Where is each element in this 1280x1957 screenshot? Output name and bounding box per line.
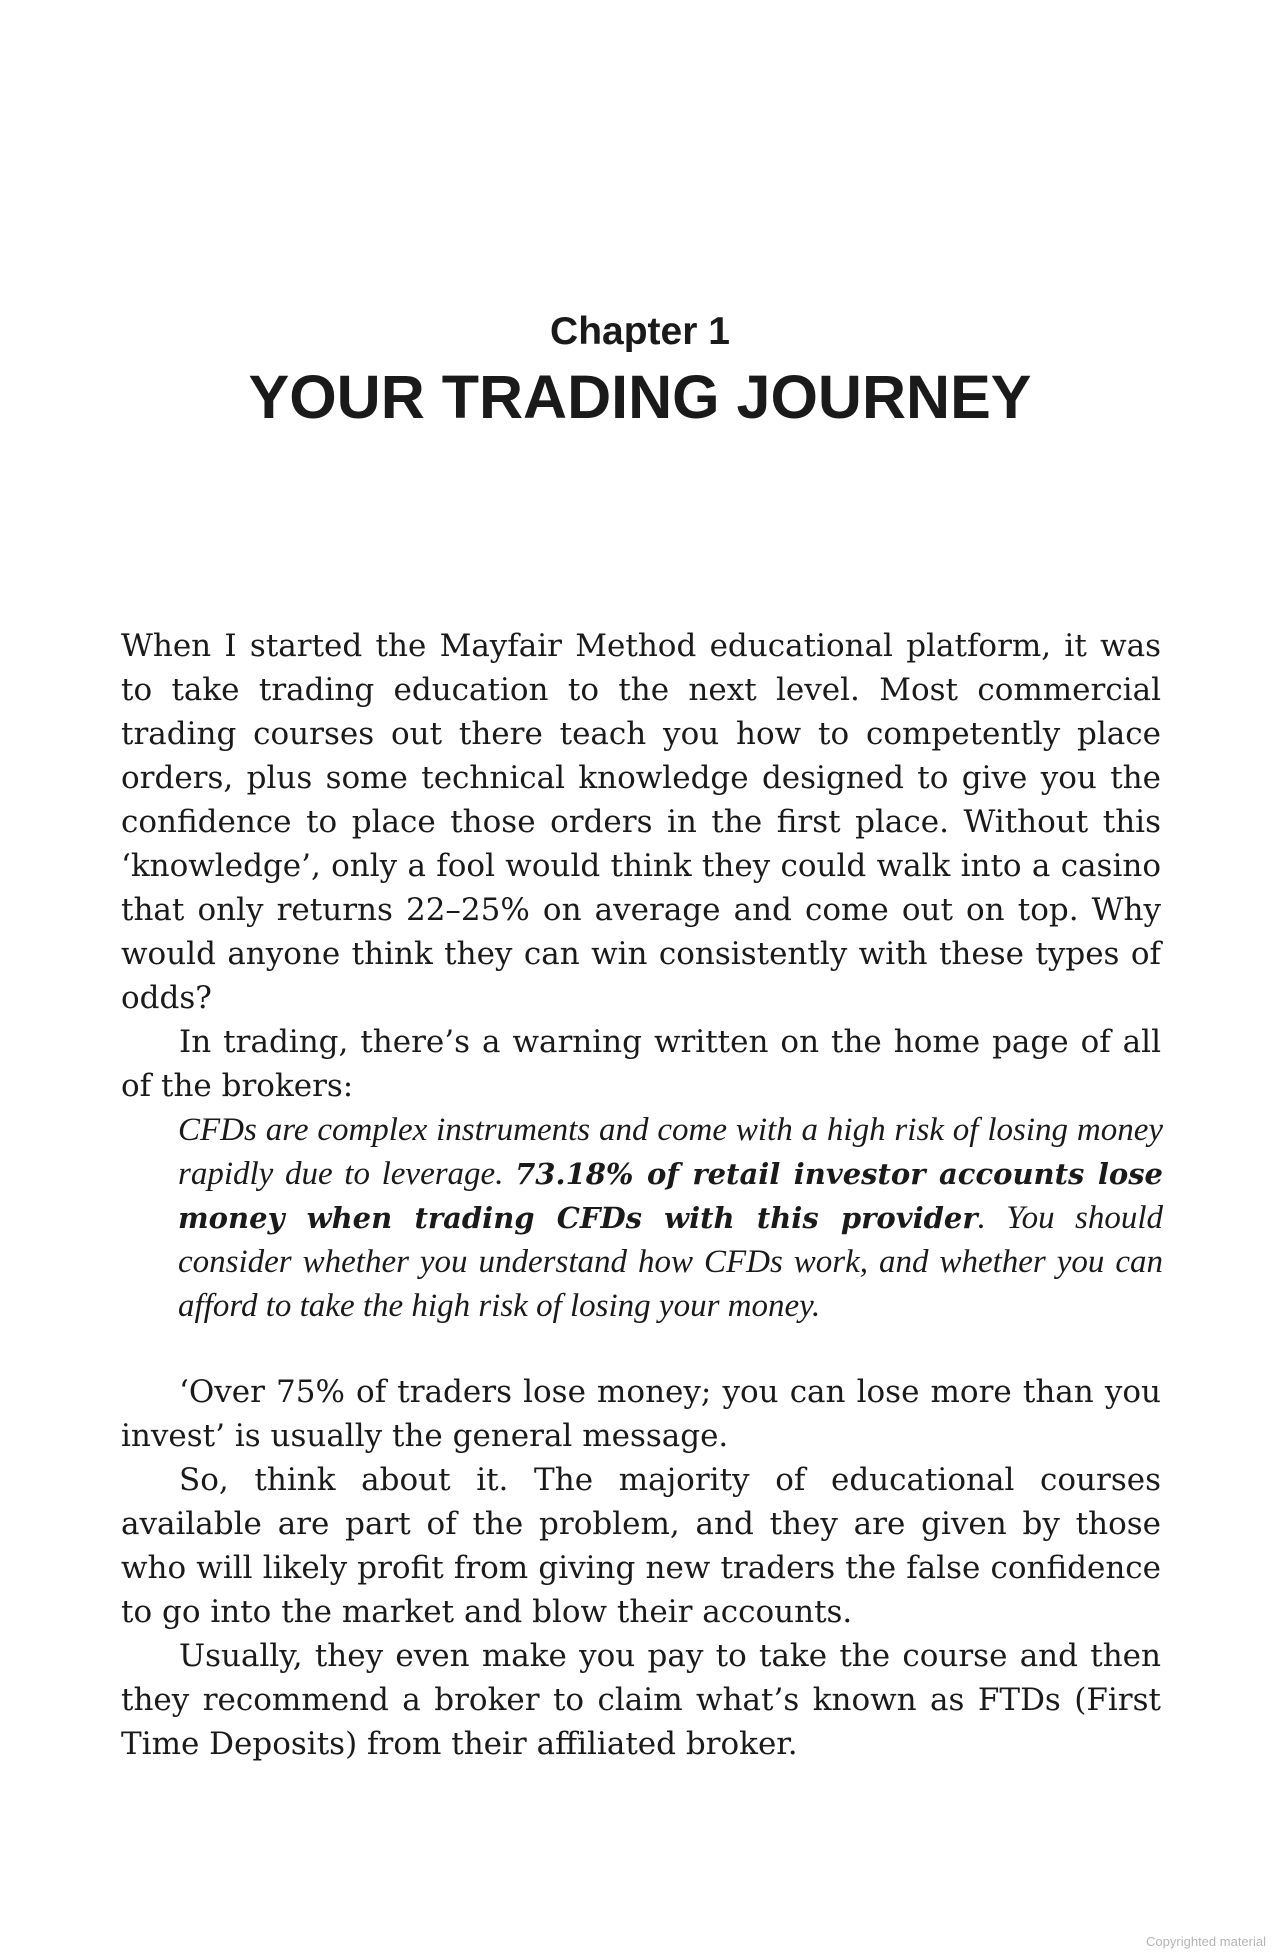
quote-bold-statistic: 73.18% of retail investor accounts lose money when trading CFDs with this provider bbox=[178, 1157, 1163, 1235]
broker-warning-quote bbox=[178, 1108, 1163, 1328]
copyright-notice: Copyrighted material bbox=[1146, 1934, 1266, 1949]
chapter-title: YOUR TRADING JOURNEY bbox=[248, 363, 1032, 431]
paragraph-think-about-it: So, think about it. The majority of educational courses available are part of the problem, and they are given by those who will likely profit from giving new traders the false confidence to go into the market and blow their accounts. bbox=[121, 1462, 1161, 1630]
closing-text bbox=[121, 1370, 1161, 1766]
quote-text-end: . You should consider whether you understand how CFDs work, and whether you can afford to take the high risk of losing your money. bbox=[178, 1200, 1163, 1324]
quote-text-start: CFDs are complex instruments and come with a high risk of losing money rapidly due to leverage. bbox=[178, 1112, 1163, 1192]
paragraph-general-message: ‘Over 75% of traders lose money; you can lose more than you invest’ is usually the general message. bbox=[121, 1374, 1161, 1454]
intro-text bbox=[121, 624, 1161, 1108]
paragraph-warning-lead: In trading, there’s a warning written on the home page of all of the brokers: bbox=[121, 1024, 1161, 1104]
paragraph-ftds: Usually, they even make you pay to take the course and then they recommend a broker to claim what’s known as FTDs (First Time Deposits) from their affiliated broker. bbox=[121, 1638, 1161, 1762]
paragraph-intro: When I started the Mayfair Method educational platform, it was to take trading education to the next level. Most commercial trading courses out there teach you how to competently place orders, plus some technical knowledge designed to give you the confidence to place those orders in the first place. Without this ‘knowledge’, only a fool would think they could walk into a casino that only returns 22–25% on average and come out on top. Why would anyone think they can win consistently with these types of odds? bbox=[121, 628, 1161, 1016]
chapter-number: Chapter 1 bbox=[550, 310, 730, 353]
